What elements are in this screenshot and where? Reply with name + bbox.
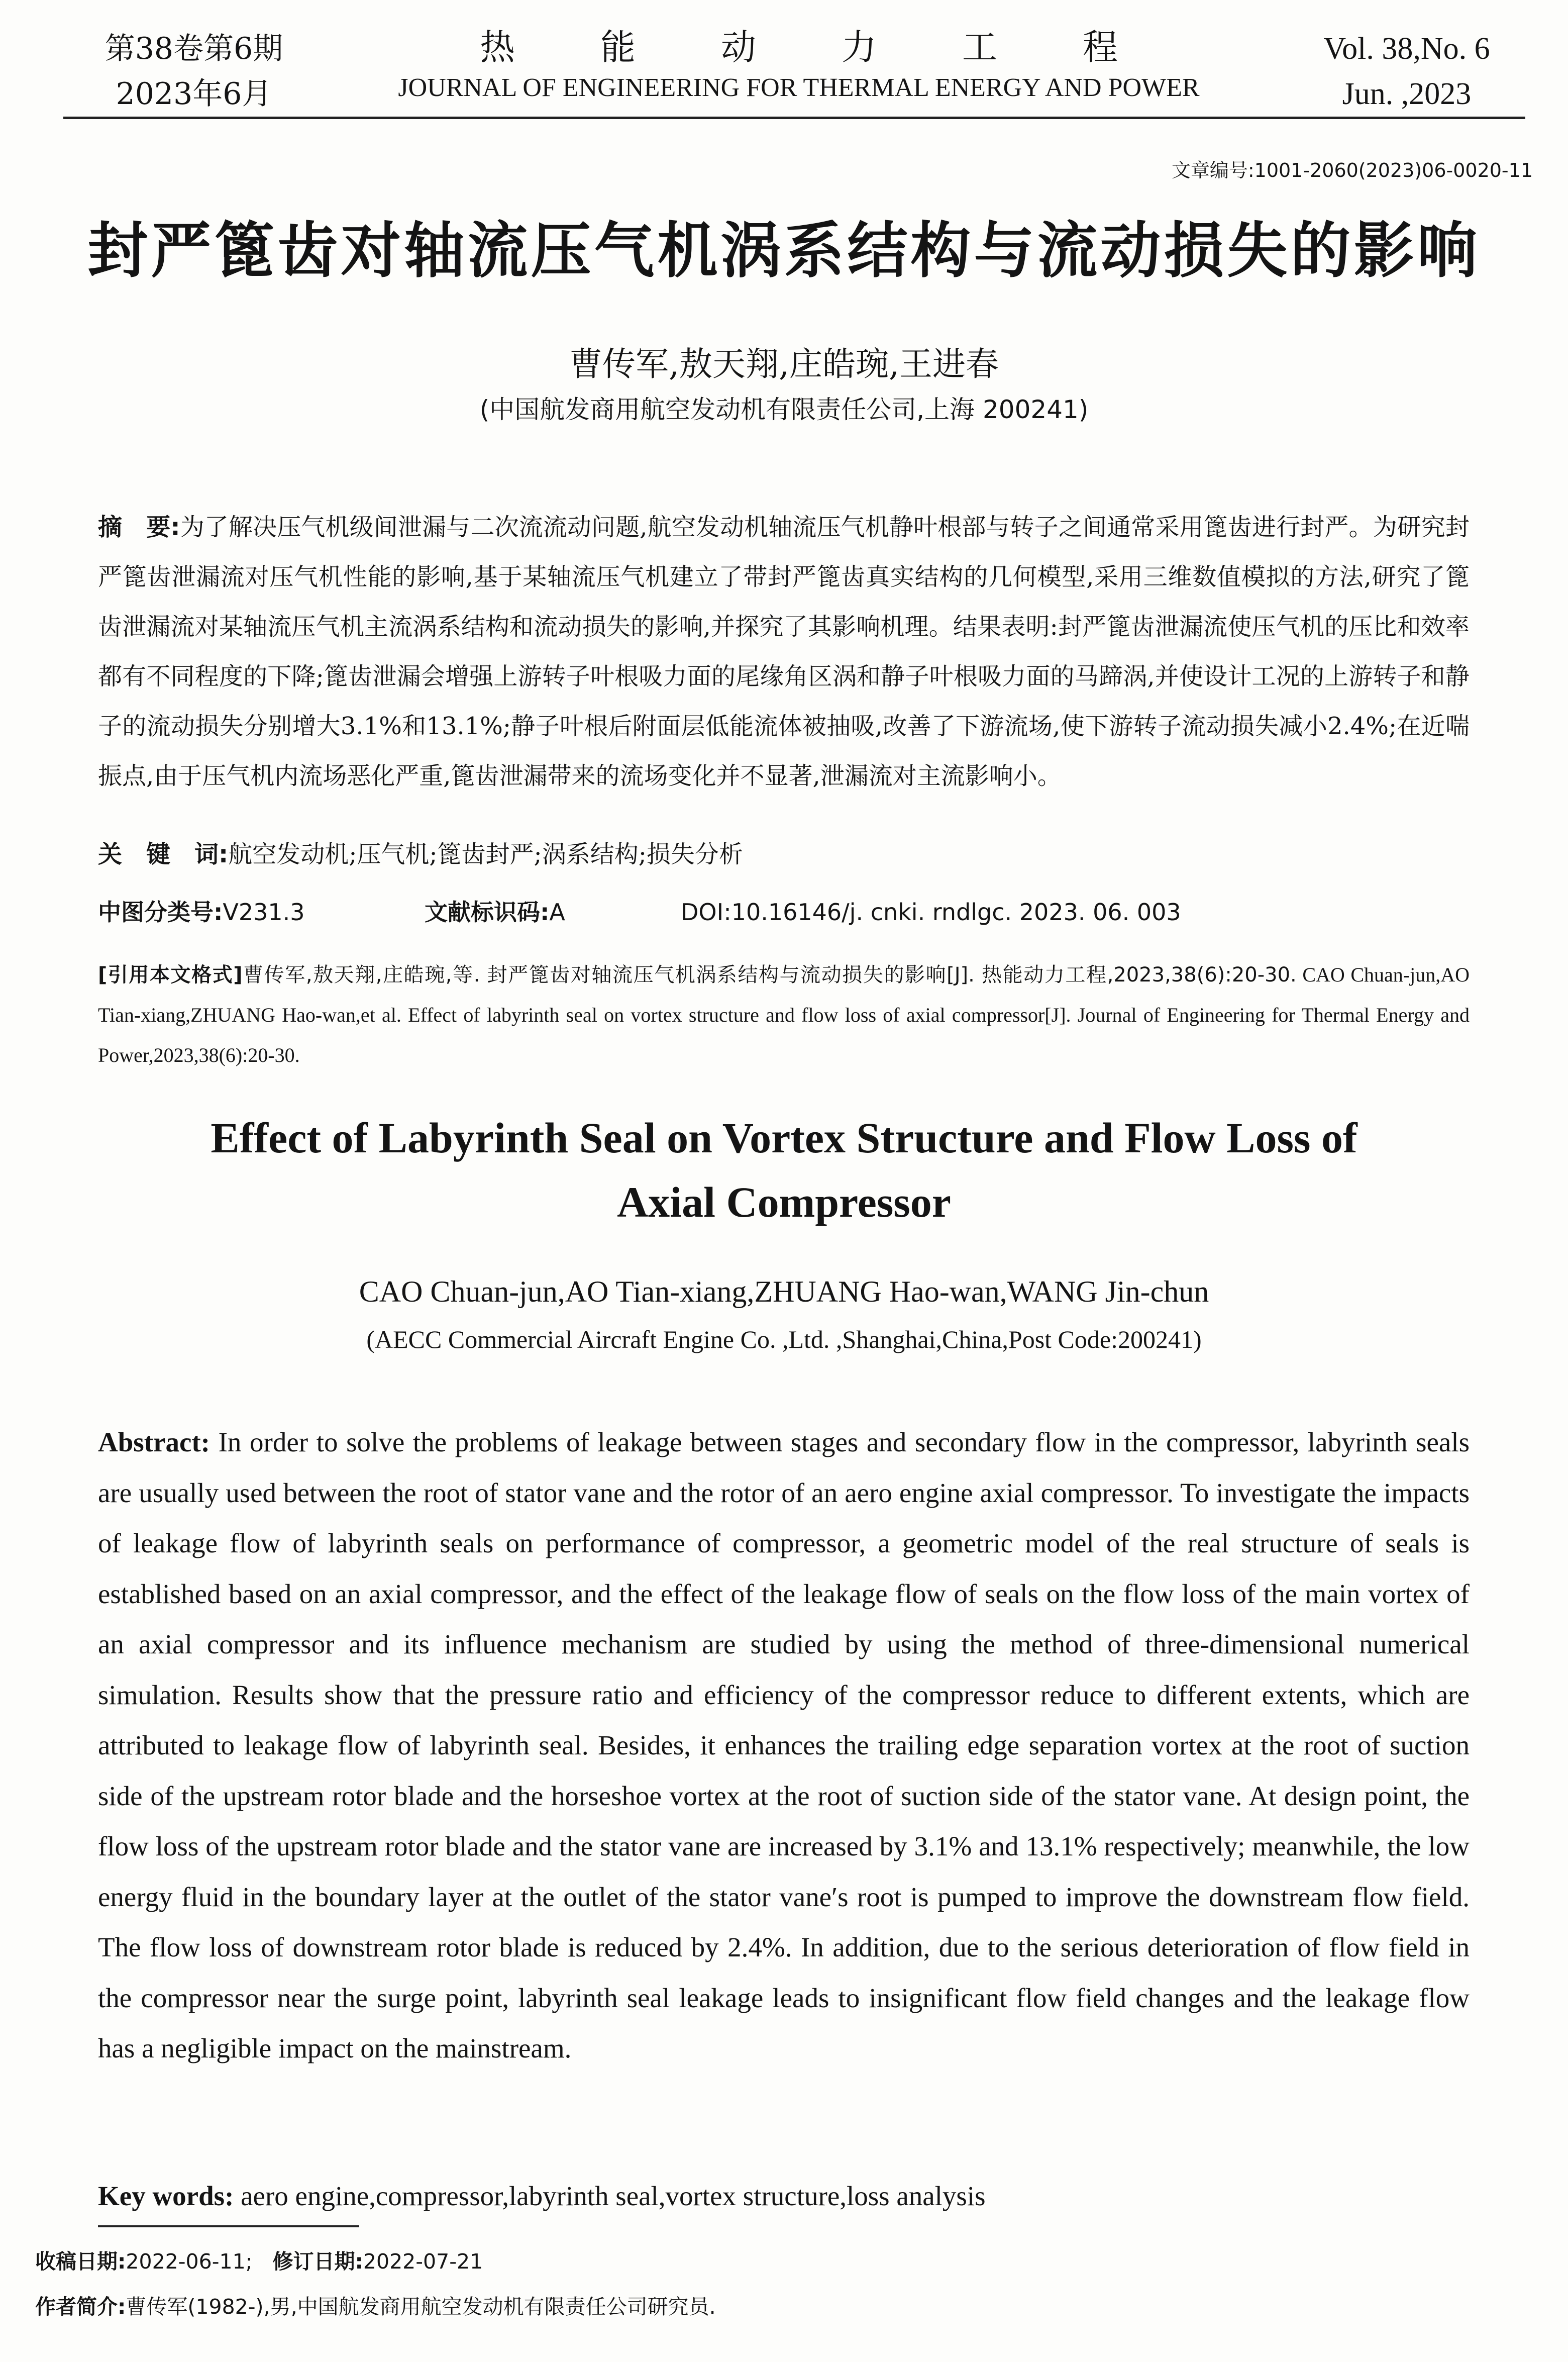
affiliation-en: (AECC Commercial Aircraft Engine Co. ,Ltd. ,Shanghai,China,Post Code:200241) bbox=[366, 1325, 1202, 1353]
title-cn: 封严篦齿对轴流压气机涡系结构与流动损失的影响 bbox=[87, 216, 1481, 286]
abstract-en-text: In order to solve the problems of leakage between stages and secondary flow in the compressor, labyrinth seals are usually used between the root of stator vane and the rotor of an aero engine axial compressor. To investigate the impacts of leakage flow of labyrinth seals on performance of compressor, a geometric model of the real structure of seals is established based on an axial compressor, and the effect of the leakage flow of seals on the flow loss of the main vortex of an axial compressor and its influence mechanism are studied by using the method of three-dimensional numerical simulation. Results show that the pressure ratio and efficiency of the compressor reduce to different extents, which are attributed to leakage flow of labyrinth seal. Besides, it enhances the trailing edge separation vortex at the root of suction side of the upstream rotor blade and the horseshoe vortex at the root of suction side of the stator vane. At design point, the flow loss of the upstream rotor blade and the stator vane are increased by 3.1% and 13.1% respectively; meanwhile, the low energy fluid in the boundary layer at the outlet of the stator vane′s root is pumped to improve the downstream flow field. The flow loss of downstream rotor blade is reduced by 2.4%. In addition, due to the serious deterioration of flow field in the compressor near the surge point, labyrinth seal leakage leads to insignificant flow field changes and the leakage flow has a negligible impact on the mainstream. bbox=[98, 1427, 1470, 2063]
clc-value: V231.3 bbox=[223, 899, 305, 926]
date-cn: 2023年6月 bbox=[116, 76, 272, 112]
volume-issue-en: Vol. 38,No. 6 bbox=[1323, 32, 1490, 66]
revised-date: 2022-07-21 bbox=[363, 2249, 483, 2274]
citation-label: [引用本文格式] bbox=[98, 963, 243, 987]
header-right bbox=[1286, 26, 1527, 117]
received-date: 2022-06-11; bbox=[126, 2249, 253, 2274]
journal-name-cn: 热能动力工程 bbox=[480, 27, 1203, 68]
header-left bbox=[63, 26, 325, 117]
keywords-cn-label: 关 键 词: bbox=[98, 840, 229, 868]
footnote-author bbox=[35, 2292, 1517, 2322]
authors-en: CAO Chuan-jun,AO Tian-xiang,ZHUANG Hao-wan,WANG Jin-chun bbox=[359, 1275, 1209, 1308]
abstract-en bbox=[98, 1417, 1470, 2074]
author-bio-label: 作者简介: bbox=[35, 2295, 126, 2319]
date-en: Jun. ,2023 bbox=[1342, 77, 1472, 111]
keywords-en-text: aero engine,compressor,labyrinth seal,vortex structure,loss analysis bbox=[234, 2181, 986, 2211]
footnote-rule bbox=[98, 2225, 359, 2227]
keywords-cn-text: 航空发动机;压气机;篦齿封严;涡系结构;损失分析 bbox=[228, 840, 743, 868]
keywords-en-label: Key words: bbox=[98, 2181, 234, 2211]
citation-en: CAO Chuan-jun,AO Tian-xiang,ZHUANG Hao-wan,et al. Effect of labyrinth seal on vortex structure and flow loss of axial compressor[J]. Journal of Engineering for Thermal Energy and Power,2023,38(6):20-30. bbox=[98, 963, 1470, 1066]
revised-label: 修订日期: bbox=[272, 2249, 363, 2274]
header-center bbox=[382, 24, 1216, 106]
received-label: 收稿日期: bbox=[35, 2249, 126, 2274]
citation bbox=[98, 955, 1470, 1075]
keywords-cn bbox=[98, 834, 1470, 874]
authors-cn: 曹传军,敖天翔,庄皓琬,王进春 bbox=[569, 345, 999, 383]
title-en bbox=[0, 1106, 1568, 1234]
doi: DOI:10.16146/j. cnki. rndlgc. 2023. 06. 003 bbox=[681, 899, 1181, 926]
doc-code-value: A bbox=[549, 899, 565, 926]
keywords-en bbox=[98, 2176, 1470, 2216]
journal-name-en: JOURNAL OF ENGINEERING FOR THERMAL ENERGY AND POWER bbox=[398, 73, 1200, 102]
footnote-dates bbox=[35, 2246, 1517, 2277]
title-en-line-2: Axial Compressor bbox=[617, 1178, 951, 1226]
abstract-cn-label: 摘 要: bbox=[98, 513, 180, 541]
clc-label: 中图分类号: bbox=[98, 899, 223, 926]
author-bio: 曹传军(1982-),男,中国航发商用航空发动机有限责任公司研究员. bbox=[126, 2295, 716, 2319]
affiliation-cn: (中国航发商用航空发动机有限责任公司,上海 200241) bbox=[479, 395, 1089, 424]
abstract-en-label: Abstract: bbox=[98, 1427, 210, 1457]
abstract-cn-text: 为了解决压气机级间泄漏与二次流流动问题,航空发动机轴流压气机静叶根部与转子之间通常采用篦齿进行封严。为研究封严篦齿泄漏流对压气机性能的影响,基于某轴流压气机建立了带封严篦齿真实结构的几何模型,采用三维数值模拟的方法,研究了篦齿泄漏流对某轴流压气机主流涡系结构和流动损失的影响,并探究了其影响机理。结果表明:封严篦齿泄漏流使压气机的压比和效率都有不同程度的下降;篦齿泄漏会增强上游转子叶根吸力面的尾缘角区涡和静子叶根吸力面的马蹄涡,并使设计工况的上游转子和静子的流动损失分别增大3.1%和13.1%;静子叶根后附面层低能流体被抽吸,改善了下游流场,使下游转子流动损失减小2.4%;在近喘振点,由于压气机内流场恶化严重,篦齿泄漏带来的流场变化并不显著,泄漏流对主流影响小。 bbox=[98, 513, 1470, 790]
doc-code-label: 文献标识码: bbox=[425, 899, 550, 926]
article-number: 文章编号:1001-2060(2023)06-0020-11 bbox=[1171, 159, 1533, 181]
title-en-line-1: Effect of Labyrinth Seal on Vortex Structure and Flow Loss of bbox=[211, 1114, 1357, 1162]
volume-issue-cn: 第38卷第6期 bbox=[104, 31, 283, 66]
citation-cn: 曹传军,敖天翔,庄皓琬,等. 封严篦齿对轴流压气机涡系结构与流动损失的影响[J]. 热能动力工程,2023,38(6):20-30. bbox=[242, 963, 1297, 987]
abstract-cn bbox=[98, 503, 1470, 801]
header-rule bbox=[63, 117, 1525, 119]
